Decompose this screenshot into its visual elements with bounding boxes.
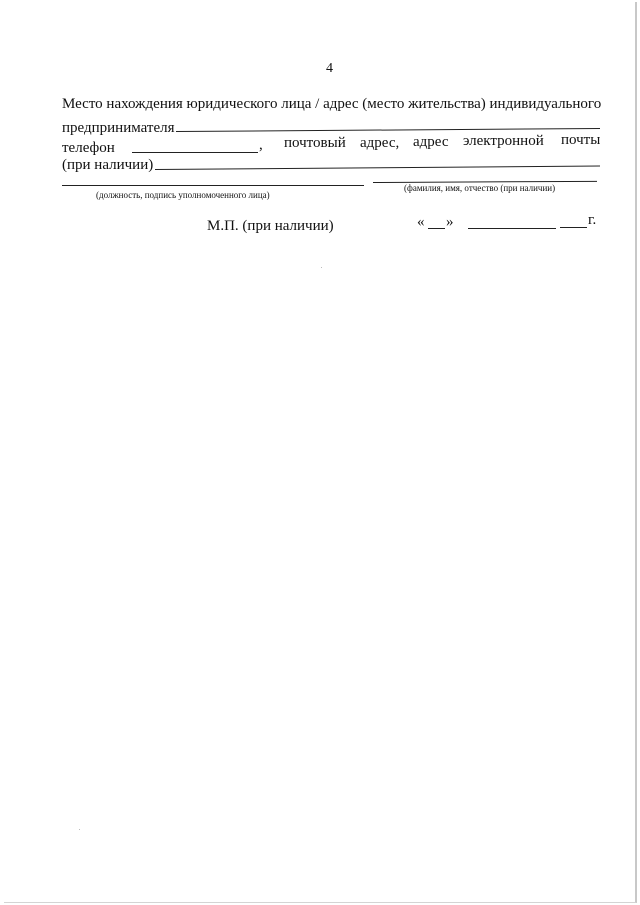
phone-input-line bbox=[132, 152, 258, 153]
scan-speck bbox=[79, 829, 80, 830]
location-label-line1: Место нахождения юридического лица / адрес (место жительства) индивидуального bbox=[62, 96, 602, 112]
email-word-3: почты bbox=[561, 132, 601, 148]
date-month-line bbox=[468, 228, 556, 229]
if-any-label: (при наличии) bbox=[62, 157, 154, 173]
email-word-2: электронной bbox=[463, 133, 544, 149]
date-close-quote: » bbox=[446, 214, 454, 230]
date-year-suffix: г. bbox=[588, 212, 597, 228]
stamp-label: М.П. (при наличии) bbox=[207, 218, 334, 234]
scan-speck bbox=[321, 267, 322, 268]
position-signature-caption: (должность, подпись уполномоченного лица) bbox=[96, 190, 270, 200]
date-day-line bbox=[428, 228, 445, 229]
page-number: 4 bbox=[326, 61, 333, 76]
phone-label: телефон bbox=[62, 140, 115, 156]
postal-word-2: адрес, bbox=[360, 135, 400, 151]
entrepreneur-label: предпринимателя bbox=[62, 120, 175, 136]
phone-comma: , bbox=[259, 137, 263, 153]
full-name-caption: (фамилия, имя, отчество (при наличии) bbox=[404, 183, 556, 193]
date-open-quote: « bbox=[417, 214, 425, 230]
date-year-line bbox=[560, 227, 587, 228]
email-word-1: адрес bbox=[413, 134, 449, 150]
postal-word-1: почтовый bbox=[284, 135, 346, 151]
position-signature-line bbox=[62, 185, 364, 186]
